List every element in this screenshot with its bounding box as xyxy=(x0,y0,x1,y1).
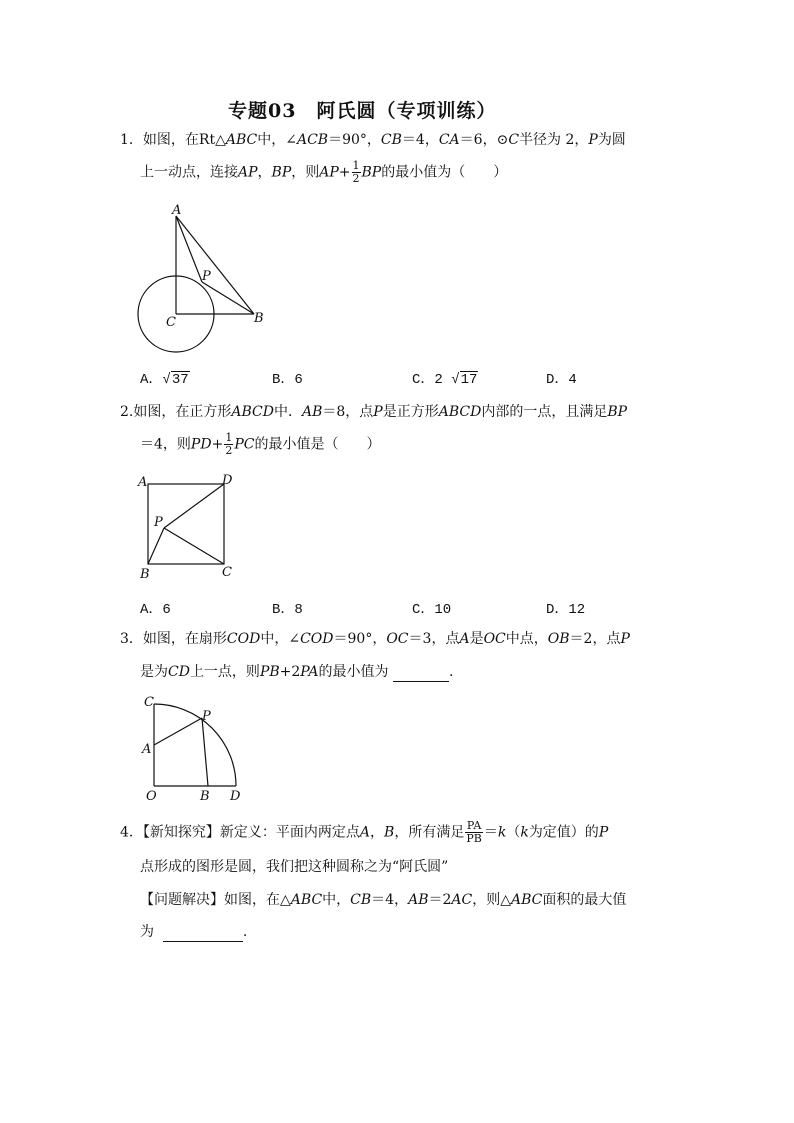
q1-segment-ab xyxy=(176,216,254,314)
q4-line2: 点形成的图形是圆，我们把这种圆称之为“阿氏圆” xyxy=(140,859,449,875)
q1-label-a: A xyxy=(172,203,182,218)
q4-number: 4． xyxy=(120,824,143,841)
q3-figure xyxy=(138,692,250,804)
q1-choice-a[interactable]: A．√37 xyxy=(140,372,189,388)
q1-fraction: $\frac{1}{2}$ xyxy=(352,159,360,185)
q2-figure xyxy=(134,472,244,582)
q2-choice-c[interactable]: C．10 xyxy=(412,602,452,618)
q4-answer-blank[interactable] xyxy=(163,927,243,942)
q3-label-a: A xyxy=(142,742,152,757)
q2-label-d: D xyxy=(222,473,233,488)
q1-label-b: B xyxy=(254,311,264,326)
q1-number: 1． xyxy=(120,132,143,148)
q2-line2: ＝4，则PD+ $\frac{1}{2}$ PC的最小值是（ ） xyxy=(140,431,381,457)
q4-line1: 4．【新知探究】新定义：平面内两定点A，B，所有满足 $\frac{PA}{PB}$ ＝k（k为定值）的P xyxy=(120,819,609,845)
q3-line2: 是为CD上一点，则PB+2PA的最小值为 . xyxy=(140,664,454,680)
q2-segment-pc xyxy=(164,528,224,564)
q3-answer-blank[interactable] xyxy=(393,667,449,682)
q1-segment-bp xyxy=(202,282,254,314)
q3-number: 3． xyxy=(120,631,143,647)
q3-label-c: C xyxy=(144,695,154,710)
q2-number: 2. xyxy=(120,404,134,420)
q1-choice-b[interactable]: B．6 xyxy=(272,372,303,388)
q2-line1: 2.如图，在正方形ABCD中．AB＝8，点P是正方形ABCD内部的一点，且满足BP xyxy=(120,404,628,420)
q3-label-d: D xyxy=(230,789,241,804)
q3-segment-pb xyxy=(202,718,208,786)
q2-label-a: A xyxy=(138,475,148,490)
q1-label-p: P xyxy=(202,269,211,284)
q2-segment-pd xyxy=(164,484,224,528)
q2-label-b: B xyxy=(140,567,150,582)
q1-label-c: C xyxy=(166,315,176,330)
q1-segment-ap xyxy=(176,216,202,282)
q2-choice-a[interactable]: A．6 xyxy=(140,602,171,618)
q2-choice-b[interactable]: B．8 xyxy=(272,602,303,618)
q3-arc-cd xyxy=(154,704,236,786)
q2-segment-bp xyxy=(148,528,164,564)
q2-label-c: C xyxy=(222,565,232,580)
q1-choice-c[interactable]: C．2 √17 xyxy=(412,372,478,388)
q1-line1: 1．如图，在Rt△ABC中，∠ACB＝90°，CB＝4，CA＝6，⊙C半径为 2，P为圆 xyxy=(120,132,626,148)
q1-line2: 上一动点，连接AP，BP，则AP+ $\frac{1}{2}$ BP的最小值为（ ） xyxy=(140,159,508,185)
q4-line3: 【问题解决】如图，在△ABC中，CB＝4，AB＝2AC，则△ABC面积的最大值 xyxy=(140,892,627,908)
q4-fraction: $\frac{PA}{PB}$ xyxy=(466,819,482,845)
q1-choice-d[interactable]: D．4 xyxy=(546,372,577,388)
q2-label-p: P xyxy=(154,515,163,530)
q3-label-o: O xyxy=(146,789,157,804)
q3-label-p: P xyxy=(202,709,211,724)
q3-label-b: B xyxy=(200,789,210,804)
q3-line1: 3．如图，在扇形COD中，∠COD＝90°，OC＝3，点A是OC中点，OB＝2，点P xyxy=(120,631,630,647)
page-title: 专题03 阿氏圆（专项训练） xyxy=(228,100,497,122)
q2-choice-d[interactable]: D．12 xyxy=(546,602,586,618)
q2-fraction: $\frac{1}{2}$ xyxy=(225,431,233,457)
q1-figure xyxy=(130,200,280,360)
q3-segment-ap xyxy=(154,718,202,745)
q4-line4: 为 . xyxy=(140,924,248,940)
